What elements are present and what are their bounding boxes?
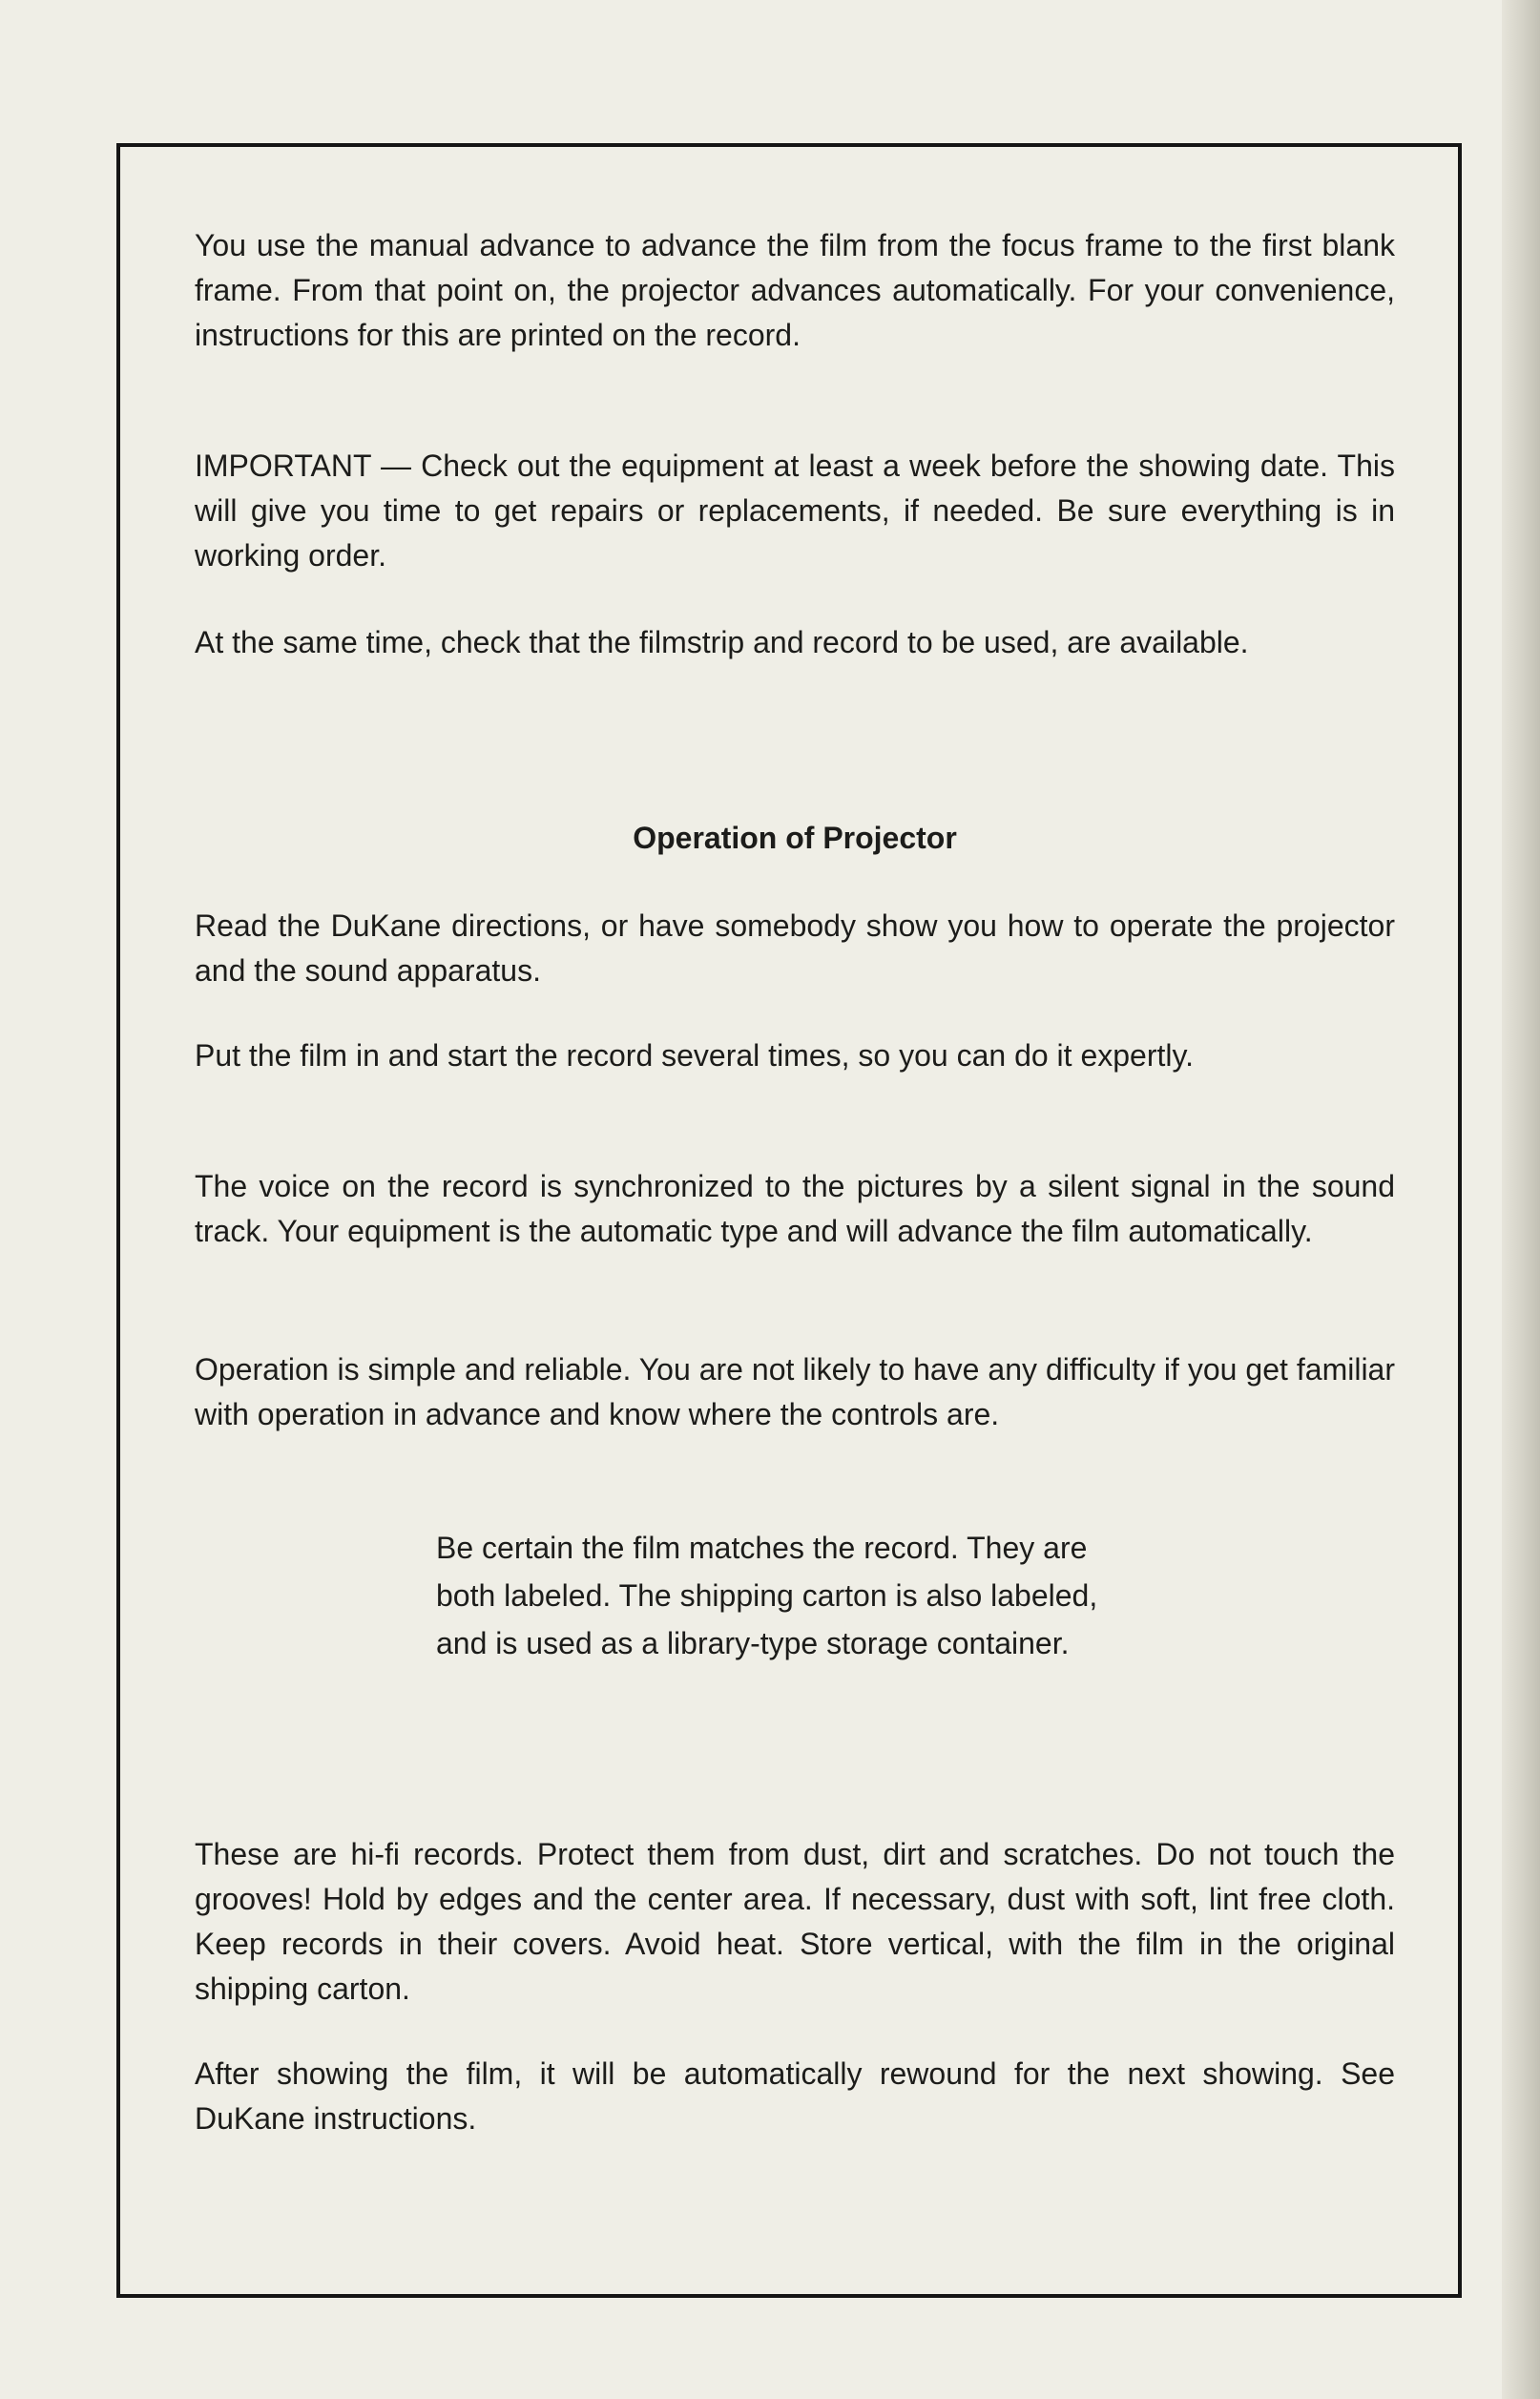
- paragraph-important-checkout: IMPORTANT — Check out the equipment at least a week before the showing date. This will give you time to get repairs or replacements, if needed. Be sure everything is in working order.: [195, 449, 1395, 573]
- paragraph-manual-advance: You use the manual advance to advance the film from the focus frame to the first blank frame. From that point on, the projector advances automatically. For your convenience, instructions for this are printed on the record.: [195, 228, 1395, 352]
- page-edge-shadow: [1502, 0, 1540, 2399]
- section-heading-operation: Operation of Projector: [633, 821, 957, 855]
- paragraph-practice-record: Put the film in and start the record several times, so you can do it expertly.: [195, 1038, 1194, 1073]
- paragraph-synchronized-voice: The voice on the record is synchronized to the pictures by a silent signal in the sound track. Your equipment is the automatic type and will advance the film automatically.: [195, 1169, 1395, 1248]
- paragraph-simple-operation: Operation is simple and reliable. You are not likely to have any difficulty if you get familiar with operation in advance and know where the controls are.: [195, 1352, 1395, 1431]
- paragraph-dukane-directions: Read the DuKane directions, or have somebody show you how to operate the projector and the sound apparatus.: [195, 908, 1395, 988]
- paragraph-rewind: After showing the film, it will be automatically rewound for the next showing. See DuKane instructions.: [195, 2056, 1395, 2136]
- paragraph-hifi-records-care: These are hi-fi records. Protect them from dust, dirt and scratches. Do not touch the grooves! Hold by edges and the center area. If necessary, dust with soft, lint free cloth. Keep records in their covers. Avoid heat. Store vertical, with the film in the original shipping carton.: [195, 1837, 1395, 2006]
- note-film-matches-record: Be certain the film matches the record. They are both labeled. The shipping carton is also labeled, and is used as a library-type storage container.: [436, 1531, 1098, 1660]
- paragraph-check-filmstrip: At the same time, check that the filmstrip and record to be used, are available.: [195, 625, 1249, 659]
